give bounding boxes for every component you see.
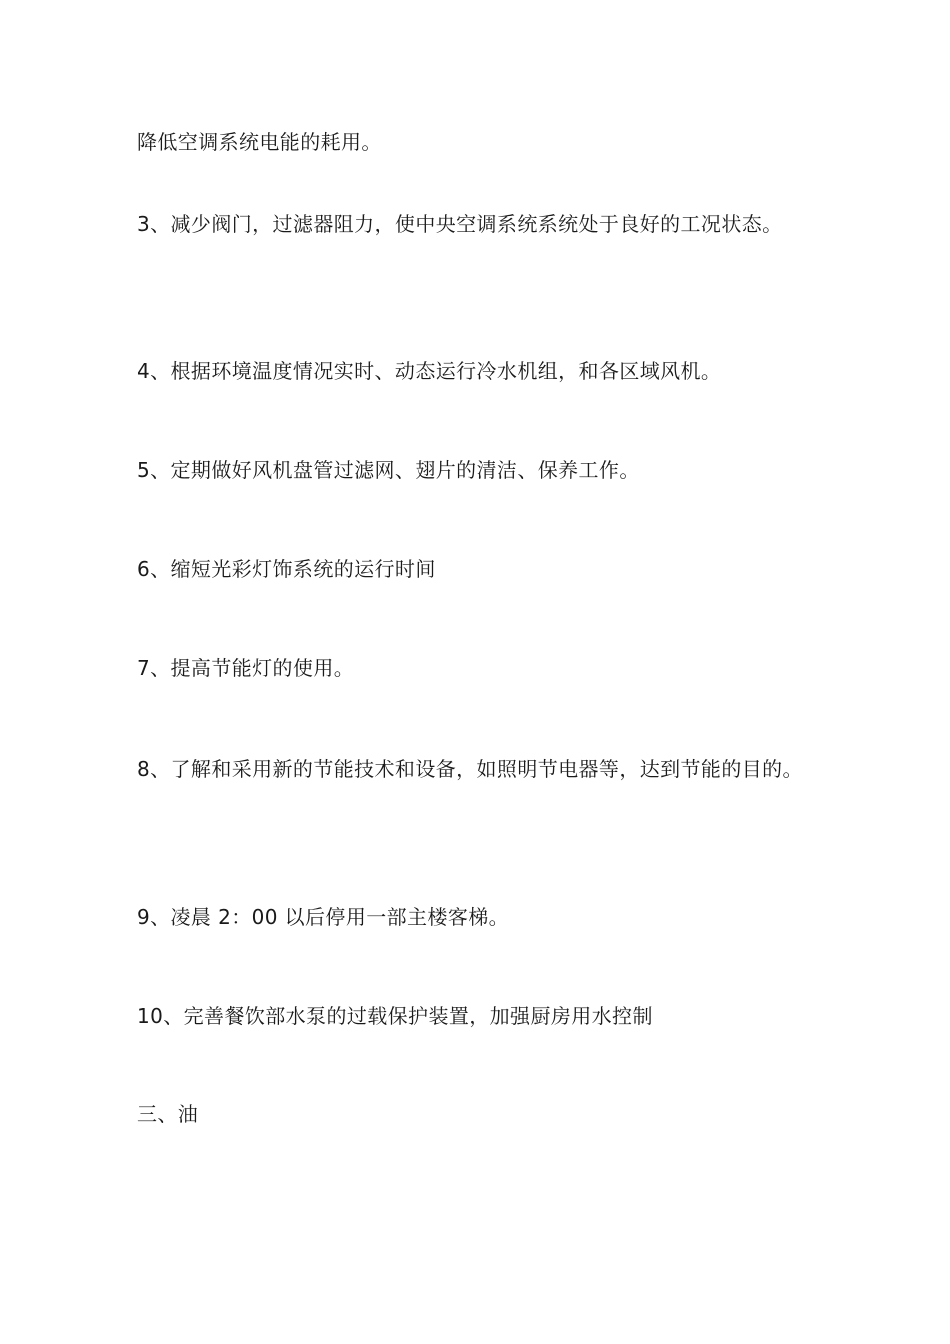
section-heading-oil: 三、油 bbox=[137, 1102, 199, 1126]
paragraph-item-4: 4、根据环境温度情况实时、动态运行冷水机组，和各区域风机。 bbox=[137, 359, 722, 383]
paragraph-item-6: 6、缩短光彩灯饰系统的运行时间 bbox=[137, 557, 436, 581]
paragraph-item-3: 3、减少阀门，过滤器阻力，使中央空调系统系统处于良好的工况状态。 bbox=[137, 212, 783, 236]
paragraph-continuation: 降低空调系统电能的耗用。 bbox=[137, 130, 382, 154]
paragraph-item-7: 7、提高节能灯的使用。 bbox=[137, 656, 355, 680]
paragraph-item-8: 8、了解和采用新的节能技术和设备，如照明节电器等，达到节能的目的。 bbox=[137, 757, 803, 781]
paragraph-item-9: 9、凌晨 2：00 以后停用一部主楼客梯。 bbox=[137, 905, 510, 929]
paragraph-item-5: 5、定期做好风机盘管过滤网、翅片的清洁、保养工作。 bbox=[137, 458, 640, 482]
paragraph-item-10: 10、完善餐饮部水泵的过载保护装置，加强厨房用水控制 bbox=[137, 1004, 653, 1028]
